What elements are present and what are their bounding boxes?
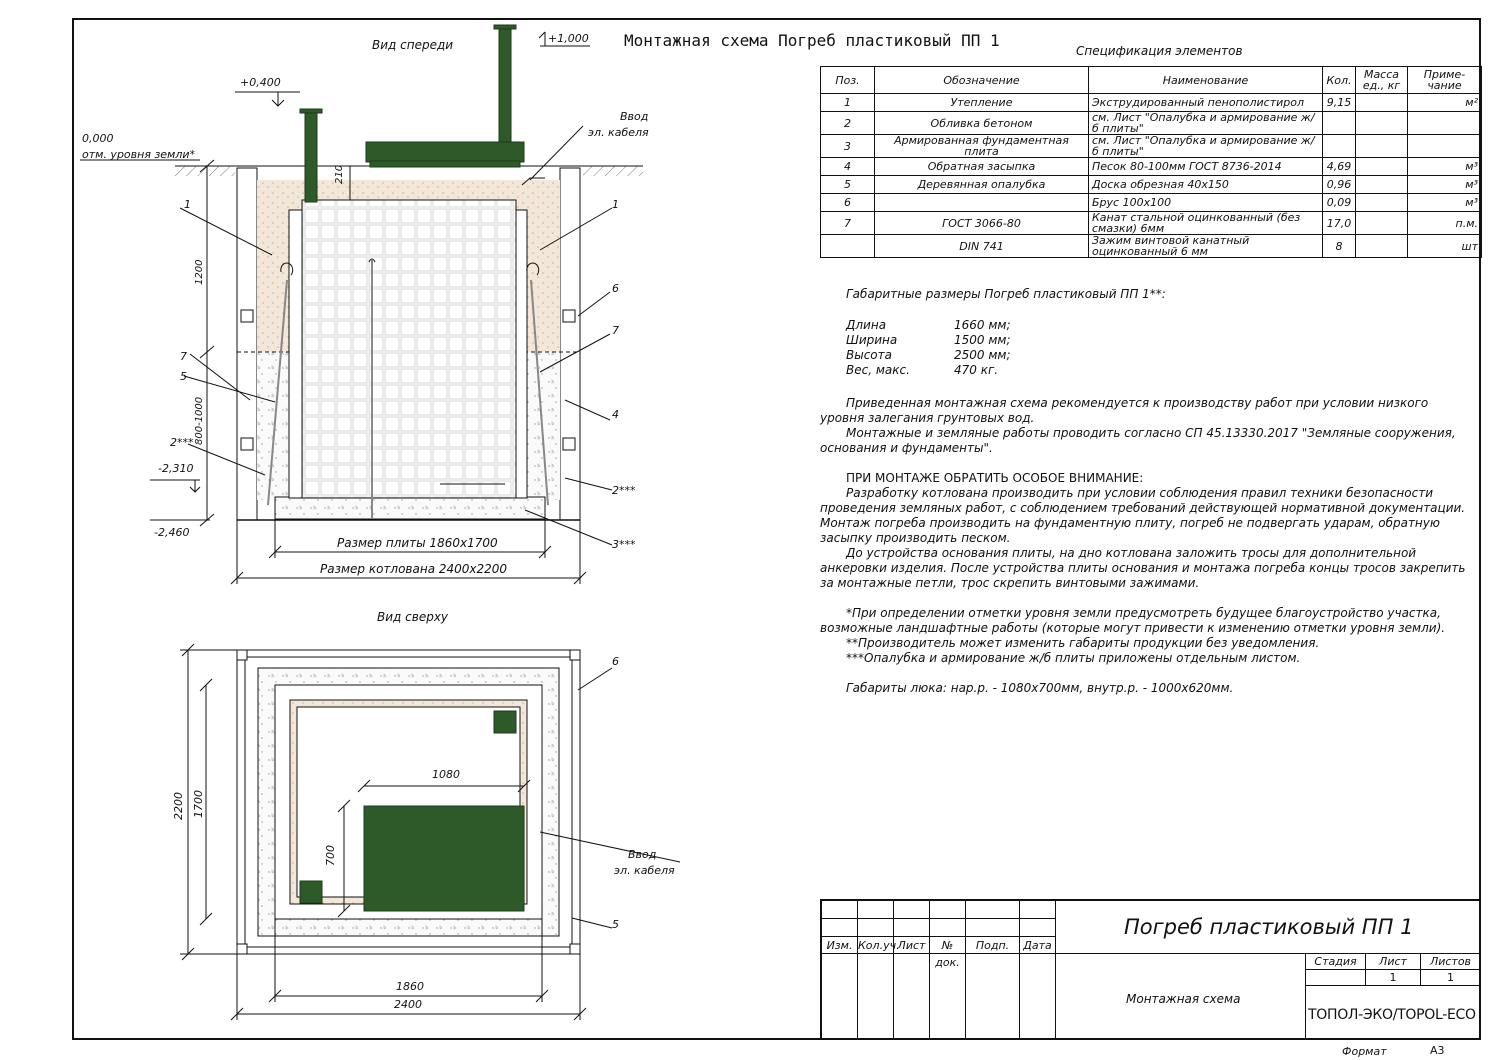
stamp-col-kol: Кол.уч. — [858, 939, 900, 952]
spec-cell — [1356, 112, 1408, 135]
sheet-title: Монтажная схема Погреб пластиковый ПП 1 — [624, 31, 1000, 50]
note-spacer — [820, 666, 1470, 681]
spec-cell — [875, 194, 1089, 212]
beam-left-1 — [241, 310, 253, 322]
spec-cell: Экструдированный пенополистирол — [1089, 94, 1323, 112]
spec-cell: 17,0 — [1323, 212, 1356, 235]
note-footnote: ***Опалубка и армирование ж/б плиты приложены отдельным листом. — [846, 651, 1301, 665]
spec-cell — [1356, 212, 1408, 235]
spec-cell — [821, 235, 875, 258]
callout-6: 6 — [612, 282, 619, 295]
spec-caption: Спецификация элементов — [1076, 44, 1243, 58]
gabarit-value: 1500 мм; — [954, 333, 1011, 347]
cable-entry-label-1: Ввод — [620, 110, 649, 123]
note-paragraph: Приведенная монтажная схема рекомендуется к производству работ при условии низкого уровня залегания грунтовых вод. — [820, 396, 1429, 425]
beam-top-1 — [237, 650, 247, 660]
spec-cell: Армированная фундаментная плита — [875, 135, 1089, 158]
stamp-stage-label: Стадия — [1306, 954, 1366, 970]
elevation-plus-0400: +0,400 — [240, 76, 281, 89]
spec-header: Масса ед., кг — [1356, 67, 1408, 94]
callout-2-right: 2*** — [612, 484, 636, 497]
spec-row — [821, 135, 1482, 158]
vent-pipe-high — [499, 28, 511, 148]
vent-top-1 — [494, 711, 516, 733]
front-view — [80, 25, 643, 584]
elevation-minus-2460: -2,460 — [154, 526, 190, 539]
gabarit-value: 1660 мм; — [954, 318, 1011, 332]
spec-row — [821, 158, 1482, 176]
spec-cell: Обливка бетоном — [875, 112, 1089, 135]
spec-cell: 9,15 — [1323, 94, 1356, 112]
spec-cell: 5 — [821, 176, 875, 194]
top-view — [180, 644, 680, 1020]
elevation-minus-2310: -2,310 — [158, 462, 194, 475]
vent-cap-high — [494, 25, 516, 29]
top-view-label: Вид сверху — [377, 610, 449, 624]
spec-cell: см. Лист "Опалубка и армирование ж/б плиты" — [1089, 135, 1323, 158]
spec-cell: 0,96 — [1323, 176, 1356, 194]
beam-left-2 — [241, 438, 253, 450]
spec-cell — [1356, 194, 1408, 212]
format-label: Формат — [1342, 1045, 1387, 1058]
spec-cell: Утепление — [875, 94, 1089, 112]
elevation-plus-1000: +1,000 — [548, 32, 589, 45]
spec-cell: п.м. — [1408, 212, 1482, 235]
dim-2200-label: 2200 — [172, 792, 185, 820]
spec-cell — [1356, 135, 1408, 158]
note-hatch-dims: Габариты люка: нар.р. - 1080х700мм, внутр.р. - 1000х620мм. — [846, 681, 1234, 695]
spec-header: Обозначение — [875, 67, 1089, 94]
stamp-col-data: Дата — [1020, 937, 1056, 954]
stamp-sheet-label: Лист — [1366, 954, 1421, 970]
formwork-right — [560, 168, 580, 520]
beam-right-2 — [563, 438, 575, 450]
spec-cell — [1323, 135, 1356, 158]
beam-right-1 — [563, 310, 575, 322]
top-cable-label-1: Ввод — [628, 848, 657, 861]
hatch-top — [364, 806, 524, 911]
spec-cell: 1 — [821, 94, 875, 112]
spec-row — [821, 194, 1482, 212]
dim-2400-label: 2400 — [394, 998, 422, 1011]
gabarit-heading: Габаритные размеры Погреб пластиковый ПП 1**: — [846, 287, 1166, 301]
stamp-sheet-value: 1 — [1366, 970, 1421, 986]
notes-block — [820, 396, 1470, 696]
stamp-col-podp: Подп. — [966, 937, 1020, 954]
spec-header: Наименование — [1089, 67, 1323, 94]
spec-cell: 4 — [821, 158, 875, 176]
callout-2-left: 2*** — [170, 436, 194, 449]
spec-header: Поз. — [821, 67, 875, 94]
note-paragraph: Монтажные и земляные работы проводить согласно СП 45.13330.2017 "Земляные сооружения, основания и фундаменты". — [820, 426, 1456, 455]
dim-700-label: 700 — [324, 845, 337, 866]
stamp-subtitle: Монтажная схема — [1126, 992, 1241, 1006]
dim-800-1000-label: 800-1000 — [194, 396, 205, 445]
callout-3: 3*** — [612, 538, 636, 551]
spec-row — [821, 212, 1482, 235]
vent-pipe-low — [305, 112, 317, 202]
spec-row — [821, 176, 1482, 194]
spec-cell: шт — [1408, 235, 1482, 258]
spec-cell: Песок 80-100мм ГОСТ 8736-2014 — [1089, 158, 1323, 176]
spec-cell: 6 — [821, 194, 875, 212]
spec-cell: 4,69 — [1323, 158, 1356, 176]
note-footnote: **Производитель может изменить габариты продукции без уведомления. — [846, 636, 1320, 650]
spec-cell: 2 — [821, 112, 875, 135]
gabarit-key: Вес, макс. — [846, 363, 910, 377]
spec-cell: Брус 100х100 — [1089, 194, 1323, 212]
callout-5: 5 — [180, 370, 187, 383]
beam-top-2 — [570, 650, 580, 660]
callout-7-left: 7 — [180, 350, 187, 363]
dim-210-label: 210 — [334, 164, 345, 184]
stamp-col-doc: № док. — [930, 937, 966, 954]
hatch-base — [370, 161, 520, 167]
plate-size-label: Размер плиты 1860х1700 — [337, 536, 498, 550]
spec-cell: Обратная засыпка — [875, 158, 1089, 176]
gabarit-list — [846, 318, 1011, 378]
hatch-lid — [366, 142, 524, 162]
note-paragraph: До устройства основания плиты, на дно котлована заложить тросы для дополнительной анкеровки изделия. После устройства плиты основания и монтажа погреба концы тросов закрепить за монтажные петли, трос скрепить винтовыми зажимами. — [820, 546, 1466, 590]
spec-cell: DIN 741 — [875, 235, 1089, 258]
dim-1080-label: 1080 — [432, 768, 460, 781]
spec-row — [821, 112, 1482, 135]
spec-cell — [1356, 235, 1408, 258]
spec-cell: 3 — [821, 135, 875, 158]
spec-cell: Деревянная опалубка — [875, 176, 1089, 194]
spec-cell: Доска обрезная 40х150 — [1089, 176, 1323, 194]
formwork-left — [237, 168, 257, 520]
title-block — [820, 899, 1481, 1040]
spec-cell: Зажим винтовой канатный оцинкованный 6 мм — [1089, 235, 1323, 258]
top-callout-6: 6 — [612, 655, 619, 668]
gabarit-value: 470 кг. — [954, 363, 999, 377]
cable-entry-label-2: эл. кабеля — [588, 126, 649, 139]
elevation-zero: 0,000 — [82, 132, 114, 145]
note-spacer — [820, 591, 1470, 606]
pit-size-label: Размер котлована 2400х2200 — [320, 562, 508, 576]
stamp-col-izm: Изм. — [822, 937, 858, 954]
gabarit-key: Длина — [846, 318, 887, 332]
dim-1200-label: 1200 — [194, 259, 205, 285]
top-cable-label-2: эл. кабеля — [614, 864, 675, 877]
spec-row — [821, 235, 1482, 258]
spec-cell: м³ — [1408, 176, 1482, 194]
callout-1-left: 1 — [184, 198, 191, 211]
spec-header-row — [821, 67, 1482, 94]
spec-cell: 0,09 — [1323, 194, 1356, 212]
stamp-sheets-label: Листов — [1421, 954, 1481, 970]
beam-top-4 — [570, 944, 580, 954]
note-heading: ПРИ МОНТАЖЕ ОБРАТИТЬ ОСОБОЕ ВНИМАНИЕ: — [846, 471, 1144, 485]
note-footnote: *При определении отметки уровня земли предусмотреть будущее благоустройство участка, возможные ландшафтные работы (которые могут привести к изменению отметки уровня земли). — [820, 606, 1446, 635]
spec-cell: см. Лист "Опалубка и армирование ж/б плиты" — [1089, 112, 1323, 135]
spec-cell — [1323, 112, 1356, 135]
beam-top-3 — [237, 944, 247, 954]
note-paragraph: Разработку котлована производить при условии соблюдения правил техники безопасности проведения земляных работ, с соблюдением требований действующей нормативной документации. Монтаж погреба производить на фундаментную плиту, погреб не подвергать ударам, обратную засыпку производить песком. — [820, 486, 1466, 545]
spec-cell — [1356, 176, 1408, 194]
ground-hatch-right — [583, 166, 643, 176]
stamp-company: ТОПОЛ-ЭКО/TOPOL-ECO — [1308, 1007, 1476, 1023]
spec-header: Кол. — [1323, 67, 1356, 94]
stamp-title: Погреб пластиковый ПП 1 — [1124, 915, 1414, 939]
spec-cell — [1356, 158, 1408, 176]
stamp-col-list: Лист — [894, 937, 930, 954]
vent-top-2 — [300, 881, 322, 903]
spec-row — [821, 94, 1482, 112]
stamp-sheets-value: 1 — [1421, 970, 1481, 986]
spec-cell — [1356, 94, 1408, 112]
dim-1700-label: 1700 — [192, 790, 205, 818]
foundation-plate — [275, 497, 545, 519]
note-spacer — [820, 456, 1470, 471]
callout-4: 4 — [612, 408, 619, 421]
gabarit-key: Ширина — [846, 333, 898, 347]
spec-cell: м³ — [1408, 194, 1482, 212]
spec-cell: Канат стальной оцинкованный (без смазки) 6мм — [1089, 212, 1323, 235]
spec-cell: м³ — [1408, 158, 1482, 176]
top-callout-5: 5 — [612, 918, 619, 931]
spec-table — [820, 66, 1482, 258]
ground-mark-label: отм. уровня земли* — [82, 148, 196, 161]
callout-1-right: 1 — [612, 198, 619, 211]
gabarit-value: 2500 мм; — [954, 348, 1011, 362]
callout-7-right: 7 — [612, 324, 619, 337]
front-view-label: Вид спереди — [372, 38, 454, 52]
dim-1860-label: 1860 — [396, 980, 424, 993]
format-value: А3 — [1430, 1044, 1445, 1057]
gabarit-key: Высота — [846, 348, 892, 362]
spec-cell: м² — [1408, 94, 1482, 112]
vent-cap-low — [300, 109, 322, 113]
spec-cell: 7 — [821, 212, 875, 235]
spec-cell: 8 — [1323, 235, 1356, 258]
spec-cell — [1408, 135, 1482, 158]
spec-cell — [1408, 112, 1482, 135]
spec-cell: ГОСТ 3066-80 — [875, 212, 1089, 235]
cellar-body — [302, 200, 516, 498]
spec-header: Приме-чание — [1408, 67, 1482, 94]
